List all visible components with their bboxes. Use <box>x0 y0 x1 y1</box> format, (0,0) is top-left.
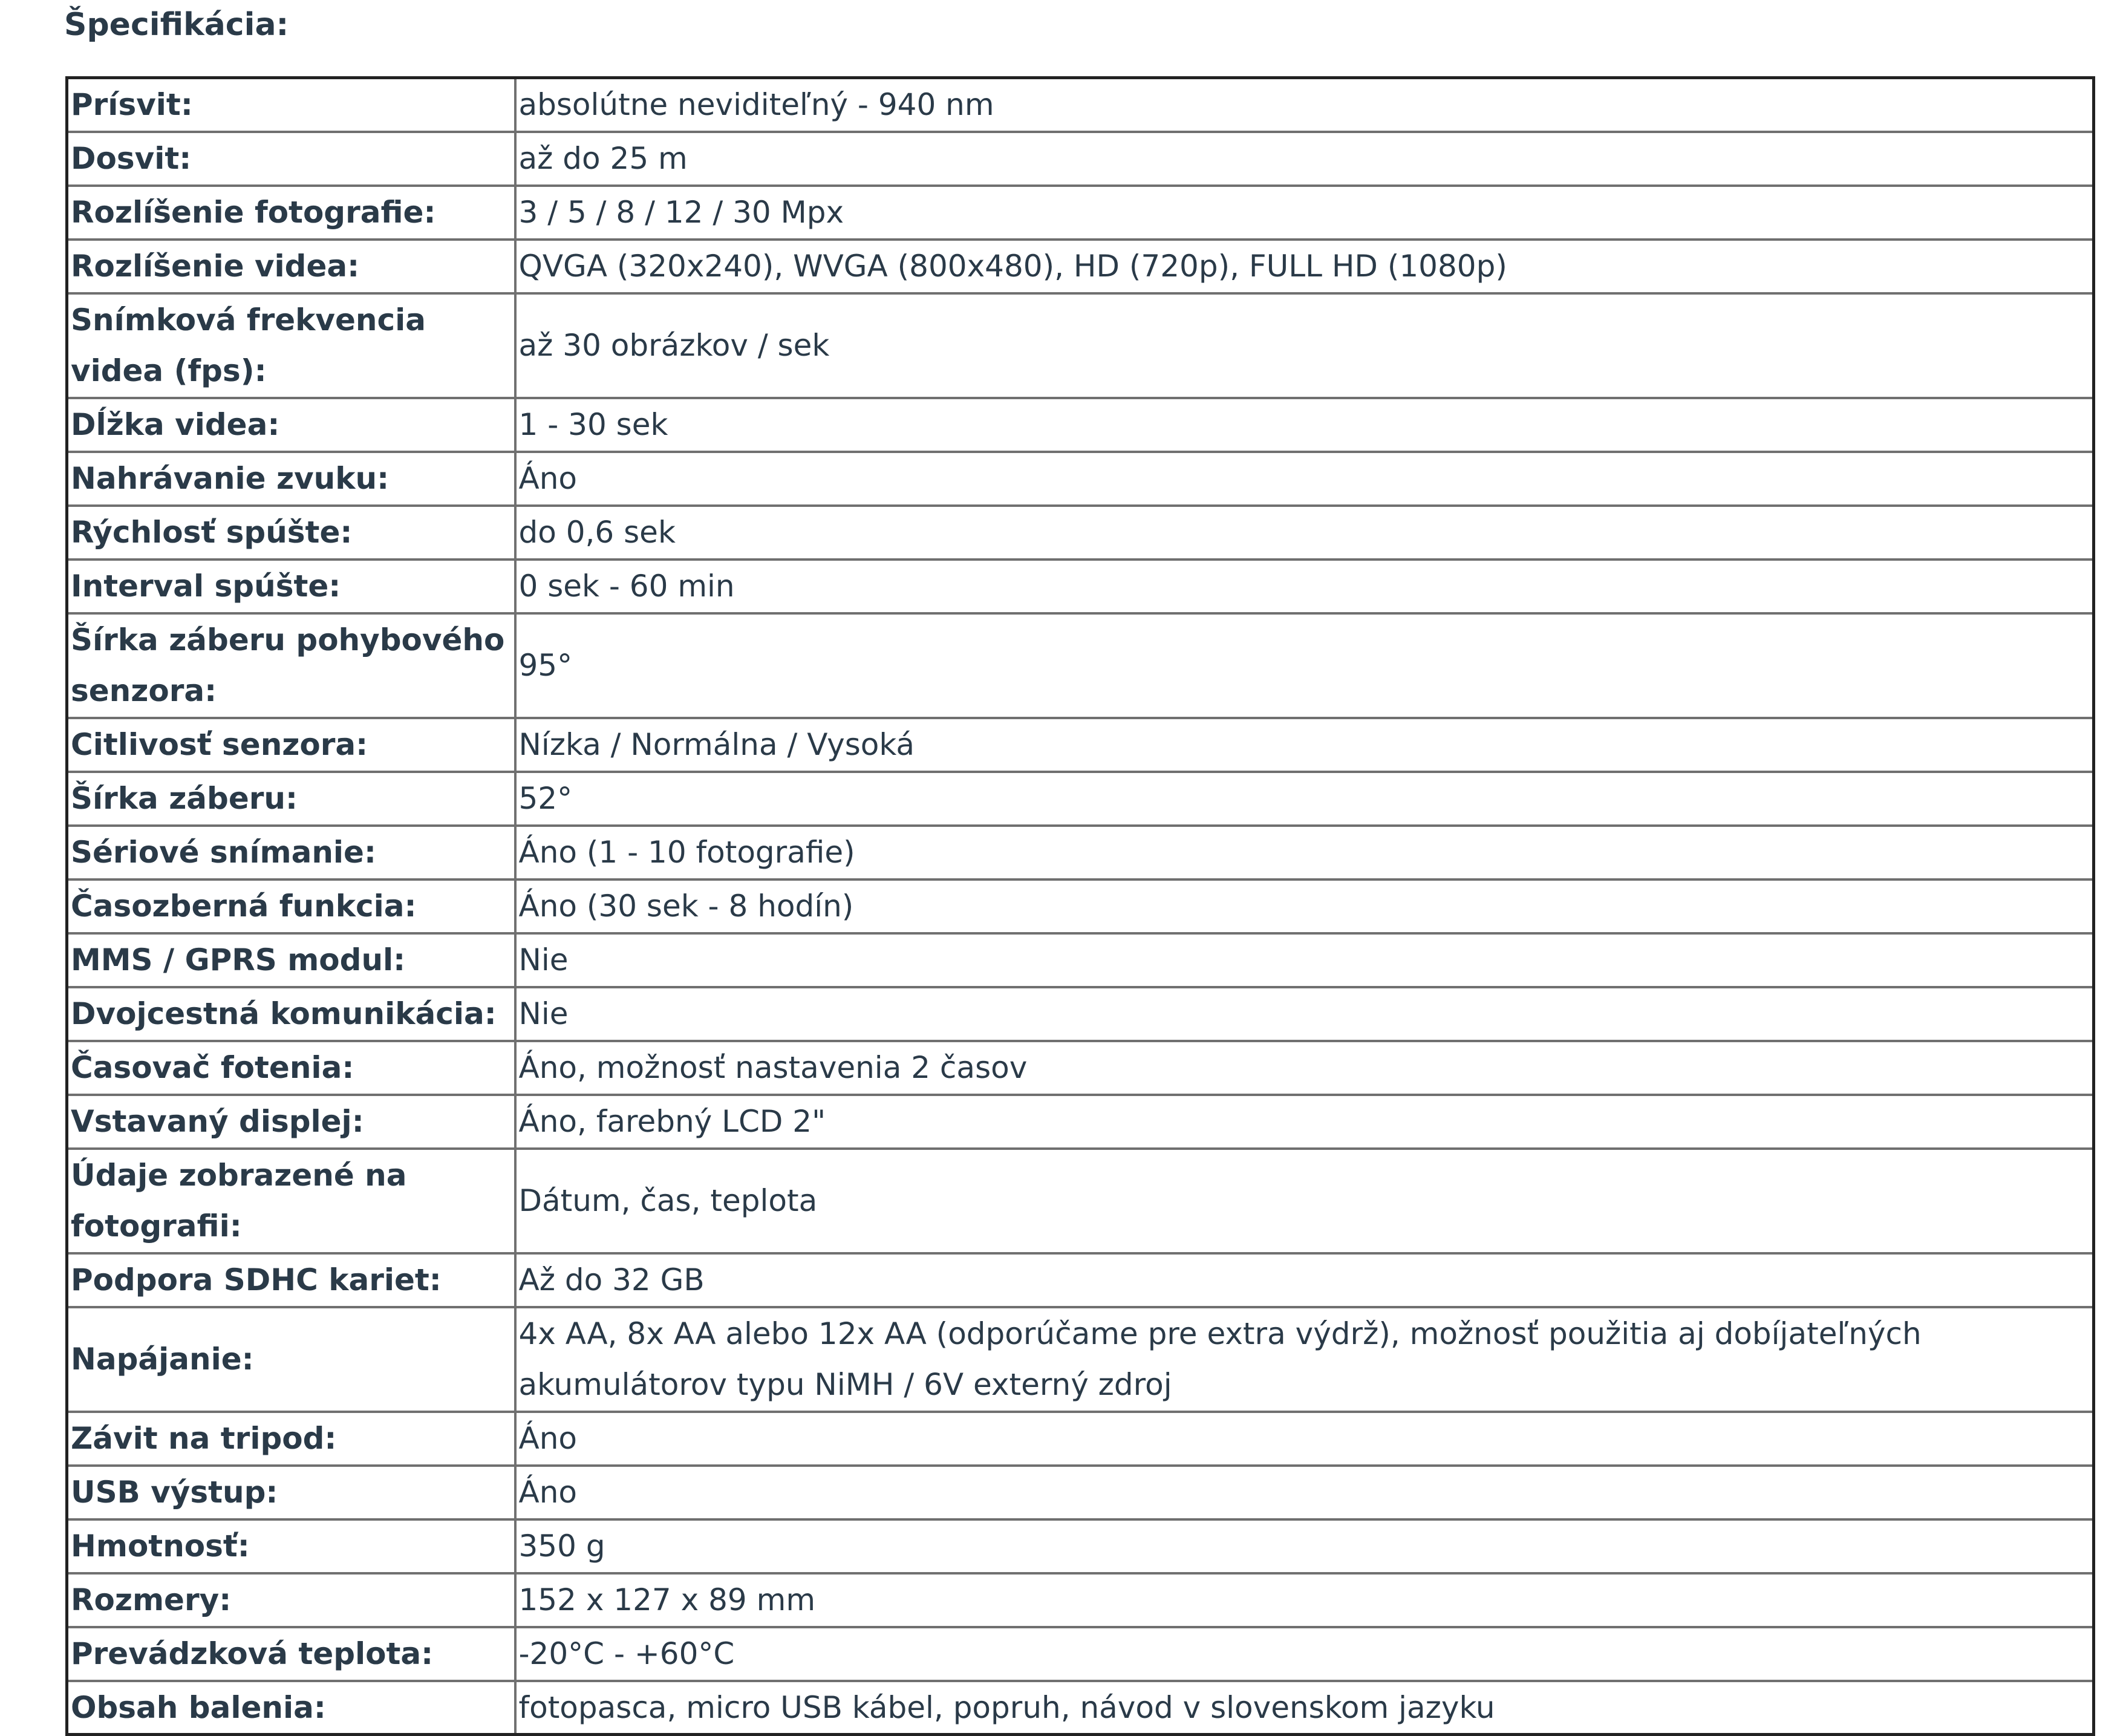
specifications-table <box>65 76 2095 1736</box>
spec-value: 3 / 5 / 8 / 12 / 30 Mpx <box>515 186 2094 240</box>
spec-value: Áno <box>515 1412 2094 1466</box>
spec-value: 52° <box>515 772 2094 826</box>
spec-label: Šírka záberu pohybového senzora: <box>67 613 515 718</box>
spec-value: fotopasca, micro USB kábel, popruh, návod v slovenskom jazyku <box>515 1681 2094 1735</box>
spec-row-video-resolution <box>67 240 2094 293</box>
spec-label: Časovač fotenia: <box>67 1041 515 1095</box>
spec-value: až do 25 m <box>515 132 2094 186</box>
spec-value: Áno, možnosť nastavenia 2 časov <box>515 1041 2094 1095</box>
spec-label: Nahrávanie zvuku: <box>67 452 515 506</box>
spec-row-two-way-communication <box>67 987 2094 1041</box>
spec-label: Prevádzková teplota: <box>67 1627 515 1681</box>
spec-label: Podpora SDHC kariet: <box>67 1253 515 1307</box>
spec-value: Áno (1 - 10 fotografie) <box>515 826 2094 879</box>
spec-label: Rozlíšenie fotografie: <box>67 186 515 240</box>
spec-value: -20°C - +60°C <box>515 1627 2094 1681</box>
spec-row-mms-gprs <box>67 933 2094 987</box>
spec-label: Rozlíšenie videa: <box>67 240 515 293</box>
spec-value: 152 x 127 x 89 mm <box>515 1573 2094 1627</box>
spec-row-dosvit <box>67 132 2094 186</box>
spec-row-motion-sensor-angle <box>67 613 2094 718</box>
spec-label: Časozberná funkcia: <box>67 879 515 933</box>
spec-row-prisvit <box>67 78 2094 132</box>
spec-value: Áno, farebný LCD 2" <box>515 1095 2094 1149</box>
spec-value: Nie <box>515 987 2094 1041</box>
spec-label: Vstavaný displej: <box>67 1095 515 1149</box>
spec-value: QVGA (320x240), WVGA (800x480), HD (720p), FULL HD (1080p) <box>515 240 2094 293</box>
spec-value: Až do 32 GB <box>515 1253 2094 1307</box>
spec-row-photo-overlay-data <box>67 1149 2094 1253</box>
spec-label: Dosvit: <box>67 132 515 186</box>
spec-label: MMS / GPRS modul: <box>67 933 515 987</box>
spec-label: Napájanie: <box>67 1307 515 1412</box>
spec-value: až 30 obrázkov / sek <box>515 293 2094 398</box>
spec-label: Údaje zobrazené na fotografii: <box>67 1149 515 1253</box>
spec-label: Citlivosť senzora: <box>67 718 515 772</box>
spec-row-usb-output <box>67 1466 2094 1519</box>
spec-value: Nízka / Normálna / Vysoká <box>515 718 2094 772</box>
spec-label: Rozmery: <box>67 1573 515 1627</box>
spec-label: Rýchlosť spúšte: <box>67 506 515 560</box>
spec-label: Dĺžka videa: <box>67 398 515 452</box>
spec-value: Dátum, čas, teplota <box>515 1149 2094 1253</box>
spec-value: Áno <box>515 1466 2094 1519</box>
spec-value: absolútne neviditeľný - 940 nm <box>515 78 2094 132</box>
spec-row-trigger-interval <box>67 560 2094 613</box>
spec-label: Obsah balenia: <box>67 1681 515 1735</box>
spec-value: 1 - 30 sek <box>515 398 2094 452</box>
spec-row-burst-mode <box>67 826 2094 879</box>
spec-label: Snímková frekvencia videa (fps): <box>67 293 515 398</box>
spec-row-video-length <box>67 398 2094 452</box>
spec-row-sdhc-support <box>67 1253 2094 1307</box>
spec-value: do 0,6 sek <box>515 506 2094 560</box>
spec-label: USB výstup: <box>67 1466 515 1519</box>
spec-row-photo-resolution <box>67 186 2094 240</box>
spec-row-tripod-thread <box>67 1412 2094 1466</box>
spec-row-photo-timer <box>67 1041 2094 1095</box>
spec-value: 95° <box>515 613 2094 718</box>
spec-label: Prísvit: <box>67 78 515 132</box>
spec-row-package-contents <box>67 1681 2094 1735</box>
spec-label: Interval spúšte: <box>67 560 515 613</box>
spec-row-field-of-view <box>67 772 2094 826</box>
spec-row-dimensions <box>67 1573 2094 1627</box>
spec-row-trigger-speed <box>67 506 2094 560</box>
spec-row-built-in-display <box>67 1095 2094 1149</box>
spec-row-weight <box>67 1519 2094 1573</box>
spec-row-operating-temperature <box>67 1627 2094 1681</box>
spec-value: Áno (30 sek - 8 hodín) <box>515 879 2094 933</box>
spec-row-sensor-sensitivity <box>67 718 2094 772</box>
spec-row-video-fps <box>67 293 2094 398</box>
spec-row-audio-recording <box>67 452 2094 506</box>
spec-value: Áno <box>515 452 2094 506</box>
spec-value: 0 sek - 60 min <box>515 560 2094 613</box>
spec-label: Hmotnosť: <box>67 1519 515 1573</box>
spec-label: Dvojcestná komunikácia: <box>67 987 515 1041</box>
spec-label: Sériové snímanie: <box>67 826 515 879</box>
spec-label: Šírka záberu: <box>67 772 515 826</box>
spec-value: 4x AA, 8x AA alebo 12x AA (odporúčame pre extra výdrž), možnosť použitia aj dobíjateľných akumulátorov typu NiMH / 6V externý zdroj <box>515 1307 2094 1412</box>
page-title: Špecifikácia: <box>64 7 289 43</box>
spec-row-power-supply <box>67 1307 2094 1412</box>
spec-value: 350 g <box>515 1519 2094 1573</box>
spec-label: Závit na tripod: <box>67 1412 515 1466</box>
spec-value: Nie <box>515 933 2094 987</box>
spec-row-time-lapse <box>67 879 2094 933</box>
